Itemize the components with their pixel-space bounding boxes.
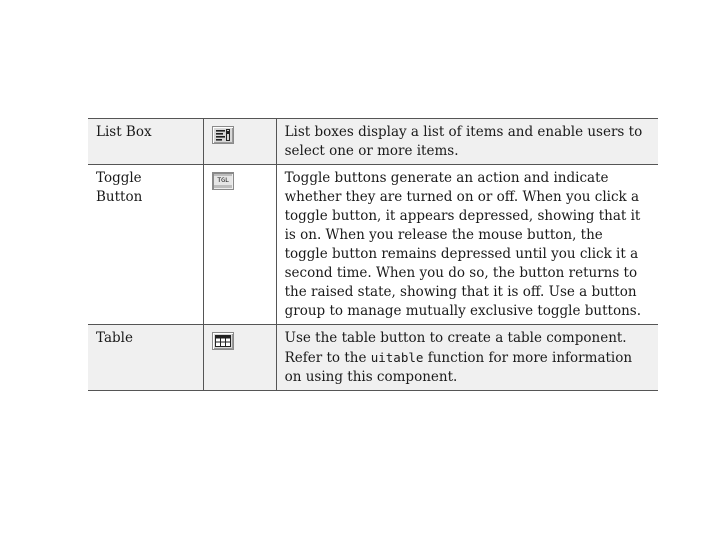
component-name [88, 165, 204, 325]
component-name: Table [88, 325, 204, 391]
table-icon [212, 332, 234, 350]
toggle-icon-label: TGL [214, 176, 232, 185]
toggle-button-icon [212, 172, 234, 190]
listbox-icon [212, 126, 234, 144]
component-description: Toggle buttons generate an action and indicate whether they are turned on or off. When you click a toggle button, it appears depressed, showing that it is on. When you release the mouse button, the toggle button remains depressed until you click it a second time. When you do so, the button returns to the raised state, showing that it is off. Use a button group to manage mutually exclusive toggle buttons. [276, 165, 658, 325]
component-icon-cell [204, 165, 276, 325]
component-table [88, 118, 658, 391]
component-description [276, 325, 658, 391]
component-name-line1: Toggle [96, 170, 142, 186]
component-icon-cell [204, 119, 276, 165]
component-description: List boxes display a list of items and enable users to select one or more items. [276, 119, 658, 165]
description-text: function for more information on using this component. [284, 350, 633, 385]
uitable-code: uitable [370, 350, 424, 365]
table-row [88, 165, 658, 325]
table-row [88, 325, 658, 391]
description-text: Use the table button to create a table component. Refer to the [284, 330, 627, 366]
table-row [88, 119, 658, 165]
component-name: List Box [88, 119, 204, 165]
component-icon-cell [204, 325, 276, 391]
component-name-line2: Button [96, 189, 143, 205]
